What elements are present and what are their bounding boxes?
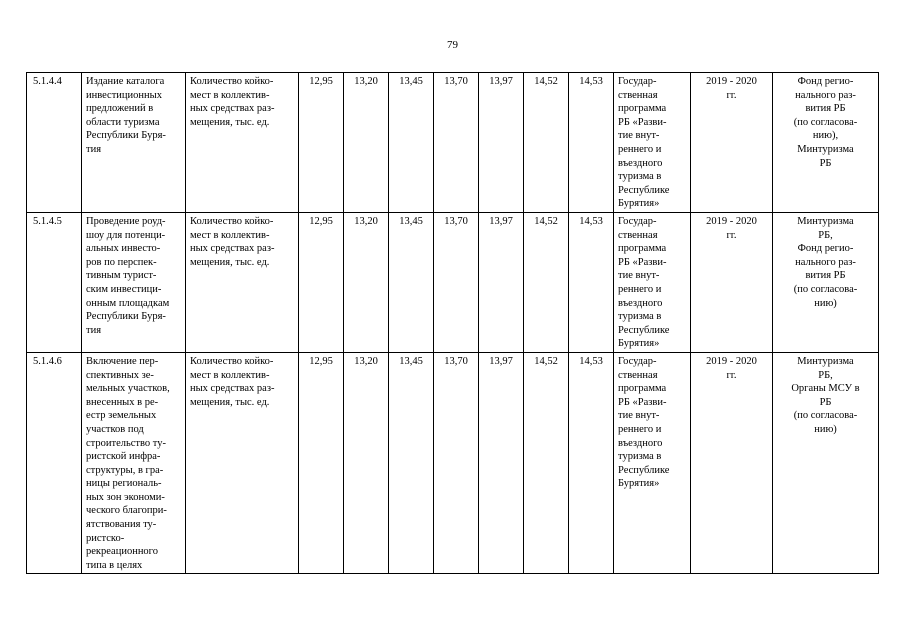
value-cell: 14,53 [569,352,614,574]
row-code: 5.1.4.4 [27,73,82,213]
period-cell: 2019 - 2020 гг. [691,213,773,353]
indicator-cell: Количество койко- мест в коллектив- ных средствах раз- мещения, тыс. ед. [186,352,299,574]
measures-table [26,72,879,574]
value-cell: 13,97 [479,213,524,353]
value-cell: 13,45 [389,73,434,213]
table-row [27,73,879,213]
value-cell: 14,53 [569,213,614,353]
indicator-cell: Количество койко- мест в коллектив- ных средствах раз- мещения, тыс. ед. [186,73,299,213]
value-cell: 13,70 [434,352,479,574]
indicator-cell: Количество койко- мест в коллектив- ных средствах раз- мещения, тыс. ед. [186,213,299,353]
period-cell: 2019 - 2020 гг. [691,352,773,574]
activity-cell: Издание каталога инвестиционных предложений в области туризма Республики Буря- тия [82,73,186,213]
period-cell: 2019 - 2020 гг. [691,73,773,213]
executor-cell: Фонд регио- нального раз- вития РБ (по согласова- нию), Минтуризма РБ [773,73,879,213]
value-cell: 14,53 [569,73,614,213]
program-cell: Государ- ственная программа РБ «Разви- тие внут- реннего и въездного туризма в Республике Бурятия» [614,352,691,574]
table-row [27,352,879,574]
table-row [27,213,879,353]
activity-cell: Проведение роуд- шоу для потенци- альных инвесто- ров по перспек- тивным турист- ским инвестици- онным площадкам Республики Буря- тия [82,213,186,353]
value-cell: 13,45 [389,352,434,574]
value-cell: 14,52 [524,73,569,213]
executor-cell: Минтуризма РБ, Органы МСУ в РБ (по согласова- нию) [773,352,879,574]
row-code: 5.1.4.6 [27,352,82,574]
value-cell: 14,52 [524,213,569,353]
value-cell: 12,95 [299,73,344,213]
value-cell: 13,70 [434,73,479,213]
value-cell: 12,95 [299,352,344,574]
value-cell: 13,20 [344,352,389,574]
activity-cell: Включение пер- спективных зе- мельных участков, внесенных в ре- естр земельных участков под строительство ту- ристской инфра- структуры, в гра- ницы региональ- ных зон экономи- ческого благопри- ятствования ту- ристско- рекреационного типа в целях [82,352,186,574]
executor-cell: Минтуризма РБ, Фонд регио- нального раз- вития РБ (по согласова- нию) [773,213,879,353]
value-cell: 13,97 [479,73,524,213]
row-code: 5.1.4.5 [27,213,82,353]
value-cell: 12,95 [299,213,344,353]
value-cell: 13,20 [344,213,389,353]
value-cell: 13,70 [434,213,479,353]
value-cell: 14,52 [524,352,569,574]
program-cell: Государ- ственная программа РБ «Разви- тие внут- реннего и въездного туризма в Республике Бурятия» [614,213,691,353]
value-cell: 13,45 [389,213,434,353]
page-number: 79 [447,39,458,51]
value-cell: 13,20 [344,73,389,213]
value-cell: 13,97 [479,352,524,574]
program-cell: Государ- ственная программа РБ «Разви- тие внут- реннего и въездного туризма в Республике Бурятия» [614,73,691,213]
